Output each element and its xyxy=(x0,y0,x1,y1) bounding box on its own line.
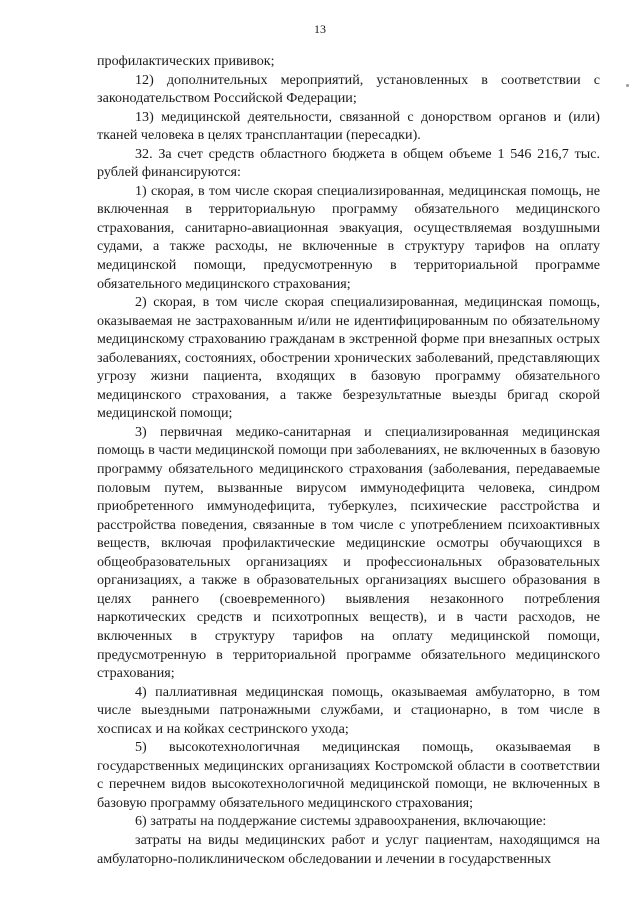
paragraph-item-4: 4) паллиативная медицинская помощь, оказываемая амбулаторно, в том числе выездными патронажными службами, и стационарно, в том числе в хосписах и на койках сестринского ухода; xyxy=(97,683,600,737)
paragraph-item-2: 2) скорая, в том числе скорая специализированная, медицинская помощь, оказываемая не застрахованным и/или не идентифицированным по обязательному медицинскому страхованию гражданам в экстренной форме при внезапных острых заболеваниях, состояниях, обострении хронических заболеваний, представляющих угрозу жизни пациента, входящих в базовую программу обязательного медицинского страхования, а также безрезультатные выезды бригад скорой медицинской помощи; xyxy=(97,294,600,422)
paragraph-item-3: 3) первичная медико-санитарная и специализированная медицинская помощь в части медицинской помощи при заболеваниях, не включенных в базовую программу обязательного медицинского страхования (заболевания, передаваемые половым путем, вызванные вирусом иммунодефицита человека, синдром приобретенного иммунодефицита, туберкулез, психические расстройства и расстройства поведения, связанные в том числе с употреблением психоактивных веществ, включая профилактические медицинские осмотры обучающихся в общеобразовательных организациях и профессиональных образовательных организациях, а также в образовательных организациях высшего образования в целях раннего (своевременного) выявления незаконного потребления наркотических средств и психотропных веществ), и в части расходов, не включенных в структуру тарифов на оплату медицинской помощи, предусмотренную в территориальной программе обязательного медицинского страхования; xyxy=(97,423,600,682)
paragraph-item-13: 13) медицинской деятельности, связанной с донорством органов и (или) тканей человека в целях трансплантации (пересадки). xyxy=(97,108,600,144)
paragraph-item-1: 1) скорая, в том числе скорая специализированная, медицинская помощь, не включенная в территориальную программу обязательного медицинского страхования, санитарно-авиационная эвакуация, осуществляемая воздушными судами, а также расходы, не включенные в структуру тарифов на оплату медицинской помощи, предусмотренную в территориальной программе обязательного медицинского страхования; xyxy=(97,182,600,292)
paragraph-item-12: 12) дополнительных мероприятий, установленных в соответствии с законодательством Российской Федерации; xyxy=(97,71,600,107)
page-number: 13 xyxy=(314,22,326,36)
margin-mark xyxy=(626,84,629,87)
paragraph-continuation: профилактических прививок; xyxy=(97,53,275,69)
document-body xyxy=(97,52,600,868)
paragraph-item-5: 5) высокотехнологичная медицинская помощь, оказываемая в государственных медицинских организациях Костромской области в соответствии с перечнем видов высокотехнологичной медицинской помощи, не включенных в базовую программу обязательного медицинского страхования; xyxy=(97,739,600,811)
paragraph-clause-32: 32. За счет средств областного бюджета в общем объеме 1 546 216,7 тыс. рублей финансируются: xyxy=(97,145,600,181)
paragraph-item-6-detail: затраты на виды медицинских работ и услуг пациентам, находящимся на амбулаторно-поликлиническом обследовании и лечении в государственных xyxy=(97,831,600,867)
paragraph-item-6: 6) затраты на поддержание системы здравоохранения, включающие: xyxy=(135,813,547,830)
